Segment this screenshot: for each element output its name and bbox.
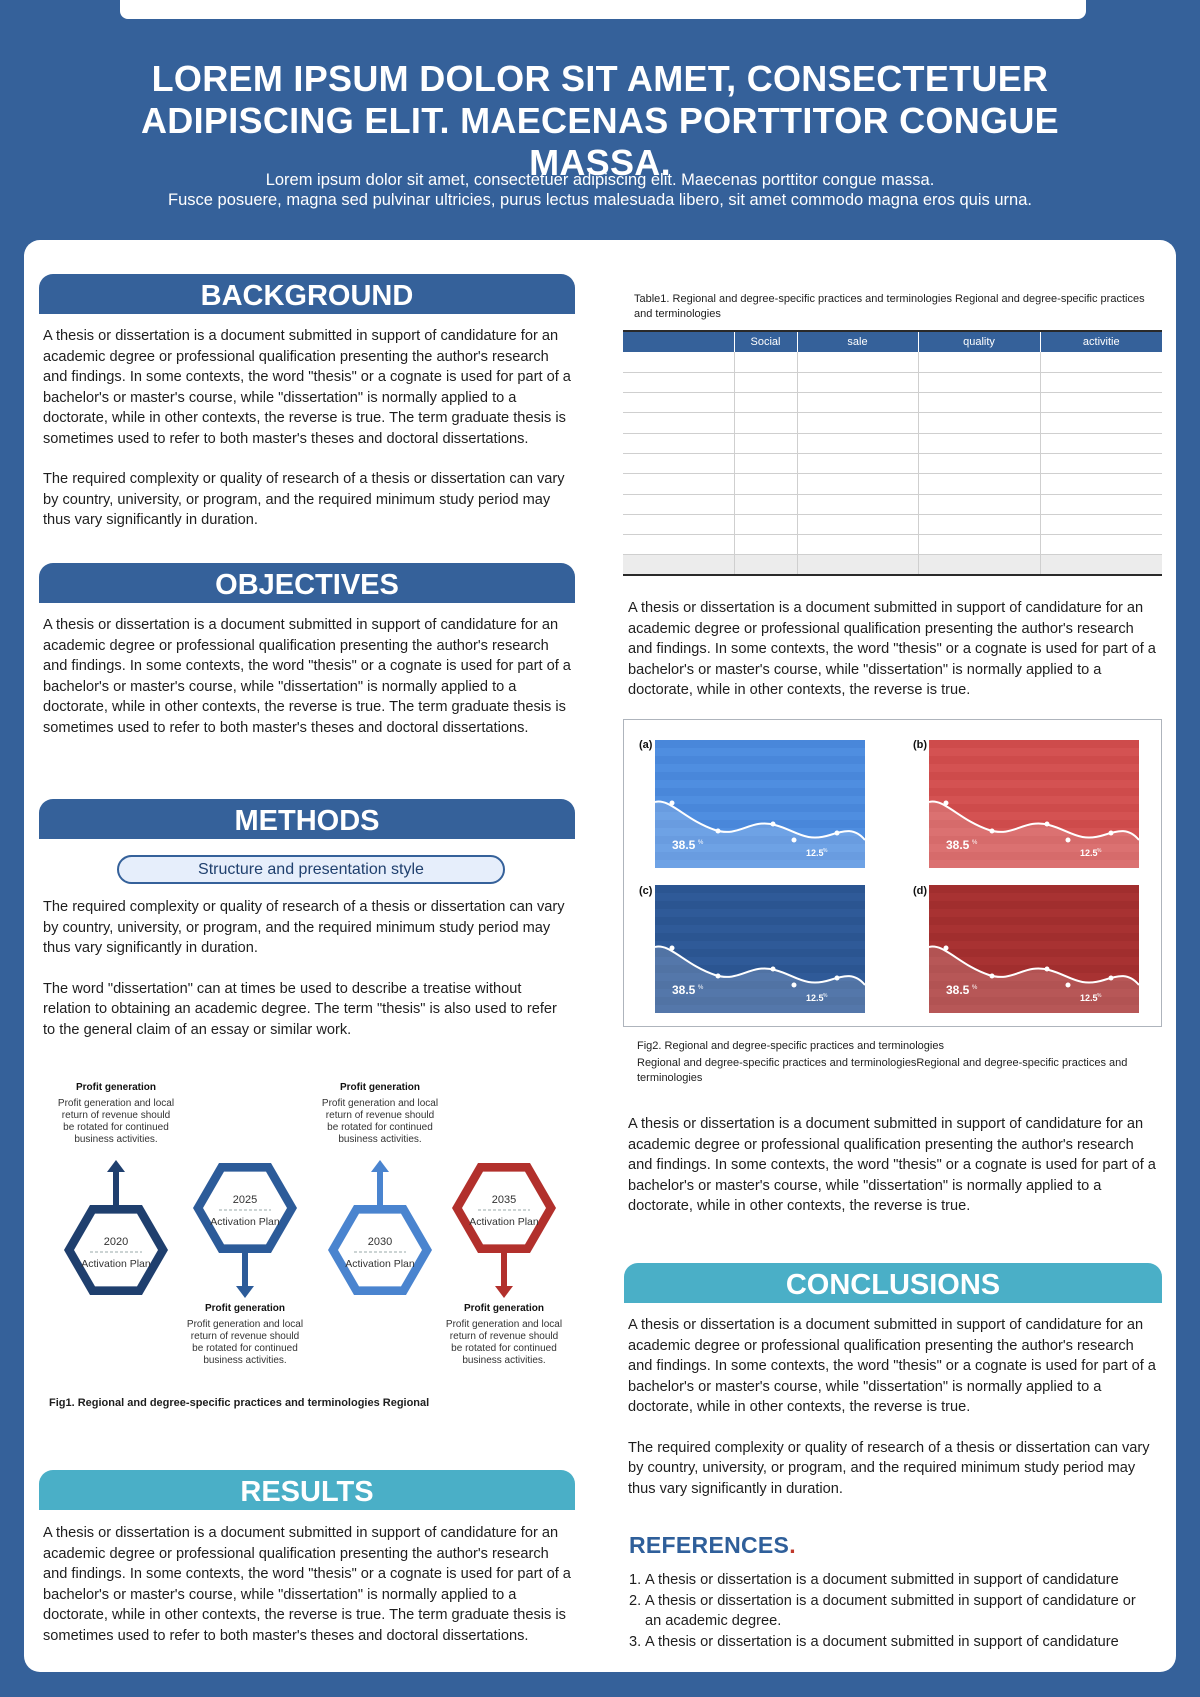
fig2-panel-label: (d) xyxy=(913,885,928,897)
fig2-chart-point xyxy=(716,829,721,834)
right-text-1: A thesis or dissertation is a document submitted in support of candidature for an academic degree or professional qualification presenting the author's research and findings. In some contexts, the word "thesis" or a cognate is used for part of a bachelor's or master's course, while "dissertation" is normally applied to a doctorate, while in other contexts, the reverse is true. xyxy=(628,600,1156,698)
conclusions-heading: CONCLUSIONS xyxy=(624,1263,1162,1303)
fig2-chart-stripe xyxy=(929,740,1139,748)
timeline-description-text: Profit generation and local return of revenue should be rotated for continued business activities. xyxy=(57,1098,175,1145)
fig2-chart-stripe xyxy=(929,901,1139,909)
table-cell xyxy=(797,474,918,494)
table-row xyxy=(623,393,1162,413)
reference-item: 2. A thesis or dissertation is a document submitted in support of candidature or an academic degree. xyxy=(629,1591,1149,1632)
table-cell xyxy=(1040,393,1162,413)
timeline-description-text: Profit generation and local return of revenue should be rotated for continued business activities. xyxy=(321,1098,439,1145)
table-cell xyxy=(918,494,1040,514)
timeline-plan: Activation Plan xyxy=(210,1216,280,1228)
timeline-description-title: Profit generation xyxy=(463,1303,544,1314)
fig2-value-large: 38.5 xyxy=(672,838,696,852)
table-header-quality: quality xyxy=(918,331,1040,352)
timeline-arrow xyxy=(371,1160,389,1212)
fig2-chart-stripe xyxy=(929,933,1139,941)
conclusions-text xyxy=(628,1315,1158,1499)
fig2-chart-stripe xyxy=(655,756,865,764)
table-cell xyxy=(734,413,797,433)
table-cell xyxy=(918,514,1040,534)
methods-paragraph-2: The word "dissertation" can at times be used to describe a treatise without relation to obtaining an academic degree. The term "thesis" is also used to refer to the general claim of an essay or similar work. xyxy=(43,980,557,1038)
fig2-chart-point xyxy=(1066,983,1071,988)
poster-subtitle xyxy=(0,170,1200,210)
reference-item: 3. A thesis or dissertation is a document submitted in support of candidature xyxy=(629,1632,1149,1653)
fig2-chart-point xyxy=(835,976,840,981)
fig2-caption-2: Regional and degree-specific practices and terminologiesRegional and degree-specific practices and terminologies xyxy=(637,1057,1128,1084)
fig2-chart-stripe xyxy=(929,772,1139,780)
table-cell xyxy=(1040,413,1162,433)
table-cell xyxy=(797,433,918,453)
references-heading-text: REFERENCES xyxy=(629,1532,790,1558)
reference-text-3: A thesis or dissertation is a document submitted in support of candidature xyxy=(645,1633,1119,1650)
table-cell xyxy=(797,514,918,534)
table-header-activitie: activitie xyxy=(1040,331,1162,352)
timeline-description-title: Profit generation xyxy=(75,1082,156,1093)
fig2-chart-stripe xyxy=(655,804,865,812)
fig2-chart-stripe xyxy=(655,788,865,796)
table-cell xyxy=(623,453,734,473)
table-cell xyxy=(918,453,1040,473)
fig2-chart-stripe xyxy=(929,788,1139,796)
background-text xyxy=(43,326,573,531)
fig2-mini-chart xyxy=(929,885,1139,1013)
fig2-value-unit: % xyxy=(1097,848,1102,854)
table-cell xyxy=(734,514,797,534)
table-cell xyxy=(623,555,734,575)
table-cell xyxy=(797,535,918,555)
table-cell xyxy=(734,453,797,473)
table-row xyxy=(623,555,1162,575)
methods-text xyxy=(43,897,573,1040)
table-cell xyxy=(797,494,918,514)
table-cell xyxy=(797,453,918,473)
fig2-chart-point xyxy=(1109,831,1114,836)
timeline-description xyxy=(320,1082,440,1146)
poster-title: LOREM IPSUM DOLOR SIT AMET, CONSECTETUER ADIPISCING ELIT. MAECENAS PORTTITOR CONGUE MASSA. xyxy=(141,58,1059,183)
table-cell xyxy=(734,352,797,372)
fig2-chart-stripe xyxy=(655,949,865,957)
fig2-chart-point xyxy=(1045,967,1050,972)
fig2-chart-point xyxy=(670,946,675,951)
timeline-year: 2025 xyxy=(232,1194,258,1206)
background-paragraph-1: A thesis or dissertation is a document submitted in support of candidature for an academic degree or professional qualification presenting the author's research and findings. In some contexts, the word "thesis" or a cognate is used for part of a bachelor's or master's course, while "dissertation" is normally applied to a doctorate, while in other contexts, the reverse is true. The term graduate thesis is sometimes used to refer to both master's theses and doctoral dissertations. xyxy=(43,328,571,447)
fig2-chart-stripe xyxy=(655,885,865,893)
references-heading: REFERENCES. xyxy=(629,1532,796,1558)
table-header-sale: sale xyxy=(797,331,918,352)
table-row xyxy=(623,433,1162,453)
table-cell xyxy=(734,474,797,494)
table-cell xyxy=(1040,474,1162,494)
fig2-value-large: 38.5 xyxy=(946,983,970,997)
methods-subheading-pill: Structure and presentation style xyxy=(117,855,505,884)
fig2-value-small: 12.5 xyxy=(806,993,824,1003)
table-cell xyxy=(623,393,734,413)
table-cell xyxy=(734,393,797,413)
table-cell xyxy=(797,413,918,433)
table-cell xyxy=(623,352,734,372)
table-cell xyxy=(734,433,797,453)
fig2-value-small: 12.5 xyxy=(806,848,824,858)
table-cell xyxy=(797,393,918,413)
reference-text-2: A thesis or dissertation is a document submitted in support of candidature or an academic degree. xyxy=(645,1592,1136,1629)
fig2-panel-label: (a) xyxy=(639,739,653,751)
timeline-description-title: Profit generation xyxy=(339,1082,420,1093)
table-cell xyxy=(918,433,1040,453)
fig2-chart-stripe xyxy=(929,949,1139,957)
timeline-arrow xyxy=(495,1246,513,1298)
fig2-chart-point xyxy=(1066,838,1071,843)
fig2-chart-stripe xyxy=(655,933,865,941)
fig2-value-unit: % xyxy=(698,840,704,846)
timeline-arrow xyxy=(107,1160,125,1212)
right-text-2: A thesis or dissertation is a document submitted in support of candidature for an academic degree or professional qualification presenting the author's research and findings. In some contexts, the word "thesis" or a cognate is used for part of a bachelor's or master's course, while "dissertation" is normally applied to a doctorate, while in other contexts, the reverse is true. xyxy=(628,1116,1156,1214)
fig2-chart-stripe xyxy=(655,772,865,780)
conclusions-paragraph-2: The required complexity or quality of research of a thesis or dissertation can vary by country, university, or program, and the required minimum study period may thus vary significantly in duration. xyxy=(628,1439,1150,1497)
table-cell xyxy=(1040,514,1162,534)
fig2-value-small: 12.5 xyxy=(1080,848,1098,858)
fig2-chart-point xyxy=(944,801,949,806)
timeline-arrow xyxy=(236,1246,254,1298)
table-cell xyxy=(918,535,1040,555)
timeline-description-text: Profit generation and local return of revenue should be rotated for continued business activities. xyxy=(445,1319,563,1366)
timeline-description-text: Profit generation and local return of revenue should be rotated for continued business activities. xyxy=(186,1319,304,1366)
table-cell xyxy=(1040,453,1162,473)
table-header-blank xyxy=(623,331,734,352)
methods-paragraph-1: The required complexity or quality of research of a thesis or dissertation can vary by country, university, or program, and the required minimum study period may thus vary significantly in duration. xyxy=(43,899,565,956)
timeline-description xyxy=(444,1303,564,1367)
fig2-chart-point xyxy=(944,946,949,951)
fig2-chart-stripe xyxy=(929,756,1139,764)
conclusions-paragraph-1: A thesis or dissertation is a document submitted in support of candidature for an academic degree or professional qualification presenting the author's research and findings. In some contexts, the word "thesis" or a cognate is used for part of a bachelor's or master's course, while "dissertation" is normally applied to a doctorate, while in other contexts, the reverse is true. xyxy=(628,1317,1156,1415)
table-row xyxy=(623,535,1162,555)
methods-heading: METHODS xyxy=(39,799,575,839)
fig2-chart-stripe xyxy=(929,917,1139,925)
fig2-caption-1: Fig2. Regional and degree-specific practices and terminologies xyxy=(637,1040,944,1052)
references-list xyxy=(629,1570,1149,1652)
timeline-year: 2030 xyxy=(367,1236,393,1248)
timeline-description xyxy=(185,1303,305,1367)
fig2-chart-point xyxy=(835,831,840,836)
objectives-heading: OBJECTIVES xyxy=(39,563,575,603)
table-cell xyxy=(918,474,1040,494)
results-heading: RESULTS xyxy=(39,1470,575,1510)
reference-item: 1. A thesis or dissertation is a document submitted in support of candidature xyxy=(629,1570,1149,1591)
fig2-mini-chart xyxy=(929,740,1139,868)
table-cell xyxy=(623,413,734,433)
table-row xyxy=(623,352,1162,372)
fig2-chart-point xyxy=(1109,976,1114,981)
fig2-mini-chart xyxy=(655,885,865,1013)
results-text: A thesis or dissertation is a document submitted in support of candidature for an academic degree or professional qualification presenting the author's research and findings. In some contexts, the word "thesis" or a cognate is used for part of a bachelor's or master's course, while "dissertation" is normally applied to a doctorate, while in other contexts, the reverse is true. The term graduate thesis is sometimes used to refer to both master's theses and doctoral dissertations. xyxy=(43,1525,571,1644)
top-bar xyxy=(120,0,1086,19)
fig2-chart-point xyxy=(990,829,995,834)
fig2-chart-point xyxy=(990,974,995,979)
fig2-value-small: 12.5 xyxy=(1080,993,1098,1003)
fig2-value-unit: % xyxy=(698,985,704,991)
table-cell xyxy=(623,372,734,392)
table-cell xyxy=(734,372,797,392)
fig2-chart-point xyxy=(792,983,797,988)
fig2-value-large: 38.5 xyxy=(672,983,696,997)
table-cell xyxy=(623,535,734,555)
fig2-chart-point xyxy=(771,822,776,827)
timeline-plan: Activation Plan xyxy=(81,1258,151,1270)
background-heading: BACKGROUND xyxy=(39,274,575,314)
fig2-value-unit: % xyxy=(972,840,978,846)
fig2-panel-label: (c) xyxy=(639,885,653,897)
fig2-chart-point xyxy=(1045,822,1050,827)
background-paragraph-2: The required complexity or quality of research of a thesis or dissertation can vary by country, university, or program, and the required minimum study period may thus vary significantly in duration. xyxy=(43,471,565,528)
fig2-value-unit: % xyxy=(823,848,828,854)
table-row xyxy=(623,413,1162,433)
table-cell xyxy=(734,494,797,514)
objectives-text: A thesis or dissertation is a document submitted in support of candidature for an academic degree or professional qualification presenting the author's research and findings. In some contexts, the word "thesis" or a cognate is used for part of a bachelor's or master's course, while "dissertation" is normally applied to a doctorate, while in other contexts, the reverse is true. The term graduate thesis is sometimes used to refer to both master's theses and doctoral dissertations. xyxy=(43,617,571,736)
table-cell xyxy=(623,433,734,453)
table-cell xyxy=(918,413,1040,433)
table-cell xyxy=(1040,352,1162,372)
table-cell xyxy=(918,393,1040,413)
table-header-social: Social xyxy=(734,331,797,352)
timeline-description-title: Profit generation xyxy=(204,1303,285,1314)
table-header-row xyxy=(623,331,1162,352)
fig1-caption: Fig1. Regional and degree-specific practices and terminologies Regional xyxy=(49,1397,430,1409)
table-cell xyxy=(734,555,797,575)
fig2-chart-stripe xyxy=(655,917,865,925)
fig2-chart-stripe xyxy=(655,740,865,748)
table-row xyxy=(623,514,1162,534)
table-row xyxy=(623,474,1162,494)
data-table xyxy=(623,330,1162,576)
table-cell xyxy=(797,352,918,372)
timeline-plan: Activation Plan xyxy=(469,1216,539,1228)
table-cell xyxy=(1040,494,1162,514)
fig2-chart-point xyxy=(771,967,776,972)
fig2-value-large: 38.5 xyxy=(946,838,970,852)
fig2-chart-stripe xyxy=(655,901,865,909)
table-cell xyxy=(797,555,918,575)
table-cell xyxy=(797,372,918,392)
fig2-panel-label: (b) xyxy=(913,739,928,751)
table-row xyxy=(623,372,1162,392)
subtitle-line-2: Fusce posuere, magna sed pulvinar ultricies, purus lectus malesuada libero, sit amet commodo magna eros quis urna. xyxy=(168,191,1032,209)
table-cell xyxy=(1040,433,1162,453)
table-row xyxy=(623,453,1162,473)
table-cell xyxy=(623,494,734,514)
timeline-year: 2035 xyxy=(491,1194,517,1206)
timeline-description xyxy=(56,1082,176,1146)
table-cell xyxy=(1040,555,1162,575)
reference-text-1: A thesis or dissertation is a document submitted in support of candidature xyxy=(645,1572,1119,1588)
fig2-value-unit: % xyxy=(823,993,828,999)
timeline-year: 2020 xyxy=(103,1236,129,1248)
table-cell xyxy=(734,535,797,555)
subtitle-line-1: Lorem ipsum dolor sit amet, consectetuer adipiscing elit. Maecenas porttitor congue massa. xyxy=(265,171,935,189)
timeline-plan: Activation Plan xyxy=(345,1258,415,1270)
table-cell xyxy=(918,352,1040,372)
table-cell xyxy=(623,514,734,534)
table-cell xyxy=(1040,372,1162,392)
fig2-value-unit: % xyxy=(972,985,978,991)
fig2-chart-stripe xyxy=(929,885,1139,893)
table1-caption: Table1. Regional and degree-specific practices and terminologies Regional and degree-specific practices and terminologies xyxy=(634,293,1145,320)
fig2-value-unit: % xyxy=(1097,993,1102,999)
table-cell xyxy=(918,372,1040,392)
fig2-chart-stripe xyxy=(929,804,1139,812)
fig2-chart-point xyxy=(670,801,675,806)
fig2-chart-point xyxy=(716,974,721,979)
table-cell xyxy=(623,474,734,494)
table-cell xyxy=(1040,535,1162,555)
table-row xyxy=(623,494,1162,514)
fig2-mini-chart xyxy=(655,740,865,868)
table-cell xyxy=(918,555,1040,575)
fig2-chart-point xyxy=(792,838,797,843)
